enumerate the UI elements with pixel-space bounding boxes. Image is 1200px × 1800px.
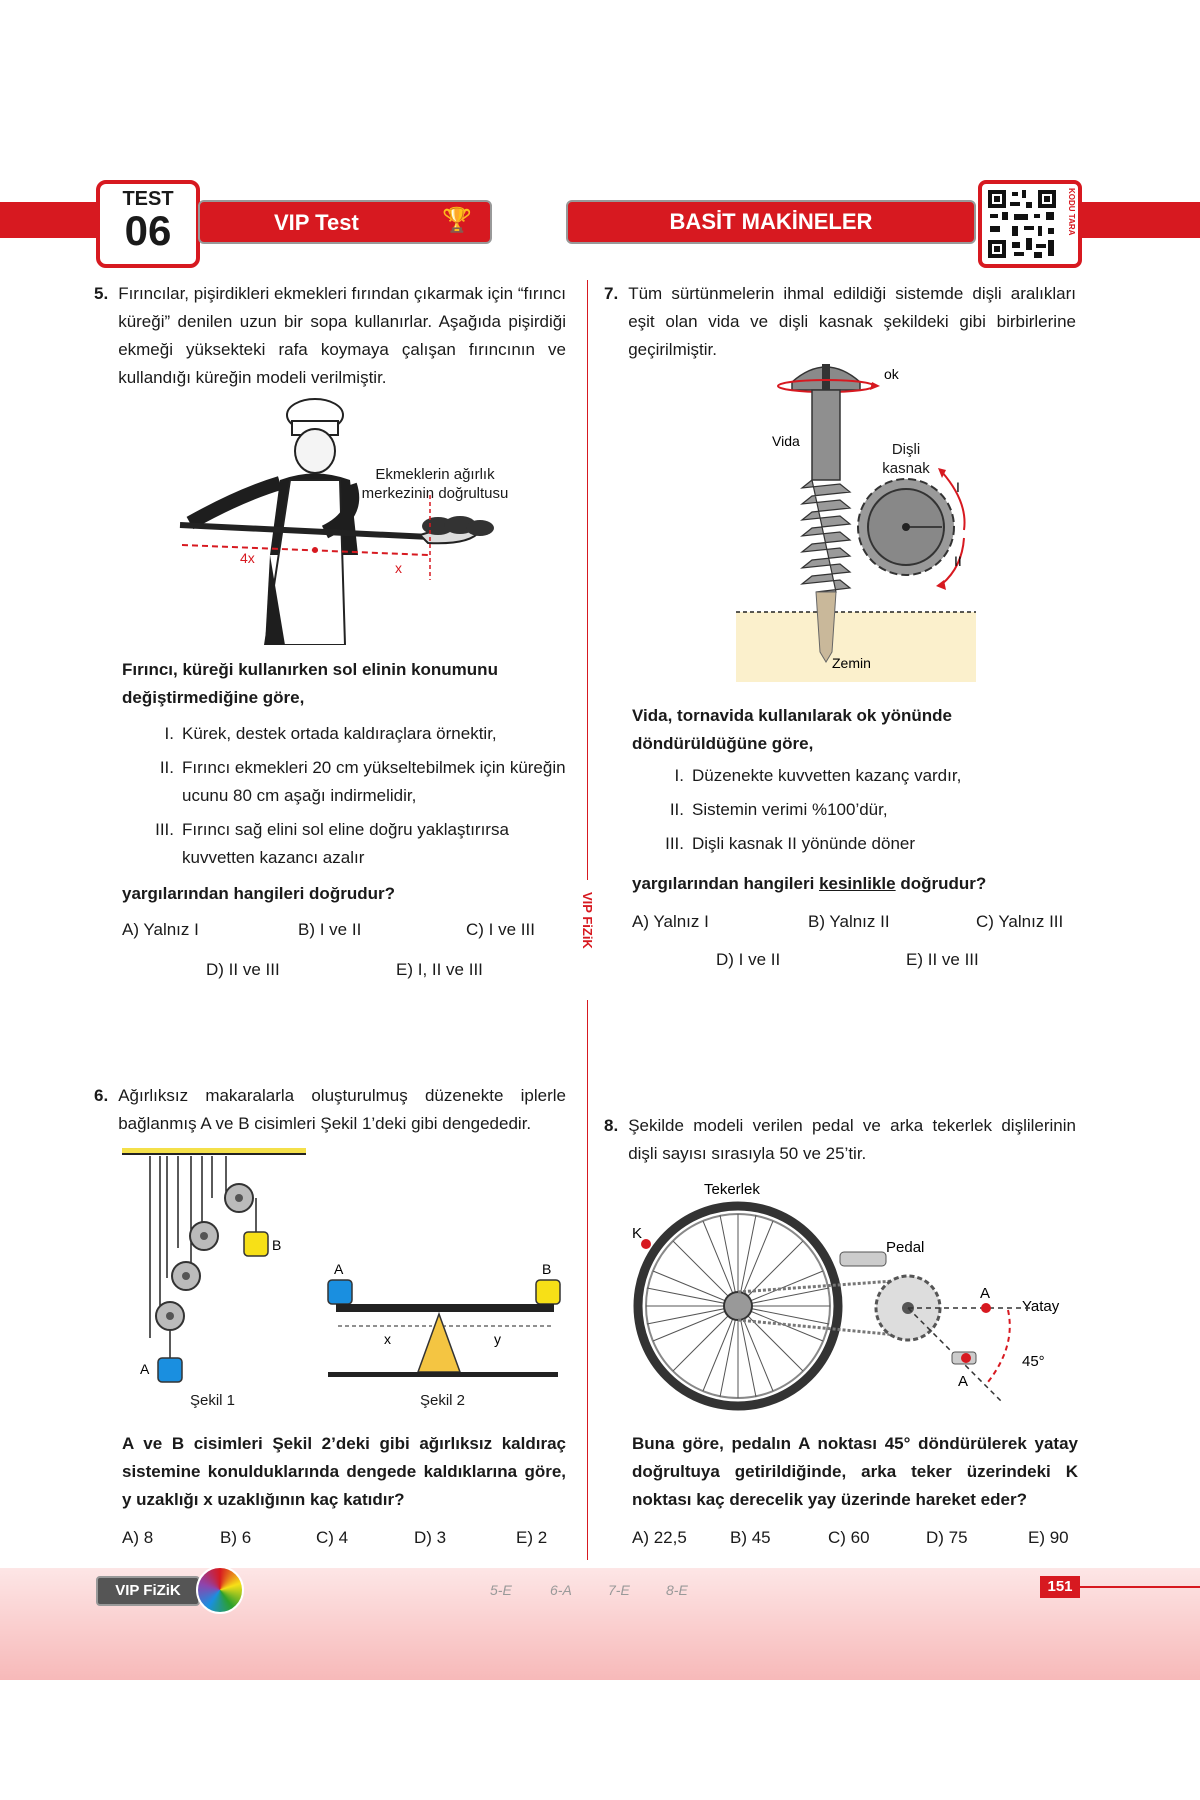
q7-option-d[interactable]: D) I ve II xyxy=(716,950,781,969)
point-a-rotated xyxy=(961,1353,971,1363)
ground-zone xyxy=(736,612,976,682)
q5-option-b[interactable]: B) I ve II xyxy=(298,920,362,939)
page-number-box xyxy=(1040,1576,1080,1598)
q6-body: Ağırlıksız makaralarla oluşturulmuş düzenekte iplerle bağlanmış A ve B cisimleri Şekil 1’deki gibi dengededir. xyxy=(118,1086,566,1133)
label-vida: Vida xyxy=(772,433,800,449)
q6-option-e[interactable]: E) 2 xyxy=(516,1528,548,1547)
q8-option-e[interactable]: E) 90 xyxy=(1028,1528,1069,1547)
q8-number: 8. xyxy=(604,1116,619,1135)
screw-threads xyxy=(802,480,850,592)
q6-figure-1 xyxy=(120,1148,310,1388)
answer-key-5: 5-E xyxy=(490,1582,512,1598)
side-brand-label: VIP FiZiK xyxy=(580,892,595,949)
q6-fig1-caption: Şekil 1 xyxy=(190,1392,236,1409)
fig1-label-a: A xyxy=(140,1361,150,1377)
pedal-top xyxy=(840,1252,886,1266)
label-i: I xyxy=(956,479,960,495)
q6-option-d[interactable]: D) 3 xyxy=(414,1528,447,1547)
fulcrum xyxy=(418,1314,460,1372)
label-a-bottom: A xyxy=(958,1373,969,1390)
q6-fig2-caption: Şekil 2 xyxy=(420,1392,466,1409)
vip-test-label: VIP Test xyxy=(274,210,359,235)
q5-question: yargılarından hangileri doğrudur? xyxy=(122,884,395,903)
label-a-top: A xyxy=(980,1285,991,1302)
label-x: x xyxy=(395,560,402,576)
label-tekerlek: Tekerlek xyxy=(704,1181,760,1198)
side-brand xyxy=(576,880,600,1000)
ground xyxy=(328,1372,558,1377)
header-red-band-right xyxy=(1080,202,1200,238)
qr-code[interactable] xyxy=(978,180,1082,268)
q8-text xyxy=(604,1112,1076,1168)
angle-arc xyxy=(988,1310,1010,1382)
q7-option-b[interactable]: B) Yalnız II xyxy=(808,912,890,931)
q5-number: 5. xyxy=(94,284,109,303)
q7-stem: Vida, tornavida kullanılarak ok yönünde döndürüldüğüne göre, xyxy=(632,706,952,753)
label-zemin: Zemin xyxy=(832,655,871,671)
fig2-label-b: B xyxy=(542,1261,552,1277)
rear-sprocket xyxy=(724,1292,752,1320)
ceiling xyxy=(122,1148,306,1153)
block-b-fig1 xyxy=(244,1232,268,1256)
q8-option-c[interactable]: C) 60 xyxy=(828,1528,870,1547)
trophy-icon: 🏆 xyxy=(442,207,472,234)
answer-key-7: 7-E xyxy=(608,1582,630,1598)
fig2-label-x: x xyxy=(384,1331,391,1347)
q5-option-a[interactable]: A) Yalnız I xyxy=(122,920,199,939)
q8-option-b[interactable]: B) 45 xyxy=(730,1528,771,1547)
fig2-label-a: A xyxy=(334,1261,344,1277)
q7-question: yargılarından hangileri kesinlikle doğrudur? xyxy=(632,874,987,893)
q8-figure xyxy=(630,1176,1080,1416)
baker-head xyxy=(295,429,335,473)
baker-left-arm xyxy=(190,483,280,523)
test-label: TEST xyxy=(122,188,174,210)
vip-test-banner xyxy=(198,200,492,244)
q6-option-a[interactable]: A) 8 xyxy=(122,1528,154,1547)
label-ii: II xyxy=(954,553,962,569)
lever-bar xyxy=(336,1304,554,1312)
footer-brand-label: VIP FiZiK xyxy=(115,1582,181,1599)
q6-option-b[interactable]: B) 6 xyxy=(220,1528,252,1547)
label-k: K xyxy=(632,1225,643,1242)
block-b-fig2 xyxy=(536,1280,560,1304)
bread-3 xyxy=(466,520,494,536)
qr-code-icon xyxy=(986,188,1058,260)
label-pedal: Pedal xyxy=(886,1239,925,1256)
screw-shank xyxy=(812,390,840,480)
answer-key-6: 6-A xyxy=(550,1582,572,1598)
q5-figure xyxy=(170,395,500,645)
label-yatay: Yatay xyxy=(1022,1298,1060,1315)
q5-body: Fırıncılar, pişirdikleri ekmekleri fırından çıkarmak için “fırıncı küreği” denilen uzun bir sopa kullanırlar. Aşağıda pişirdiği ekmeği yüksekteki rafa koymaya çalışan fırıncının ve kullandığı küreğin modeli verilmiştir. xyxy=(118,284,566,387)
q7-statement-3: III. Dişli kasnak II yönünde döner xyxy=(665,834,916,853)
q7-fig-disli: Dişli kasnak xyxy=(882,441,930,477)
test-badge xyxy=(96,180,200,268)
block-a-fig1 xyxy=(158,1358,182,1382)
topic-title: BASİT MAKİNELER xyxy=(669,209,873,234)
q7-statement-2: II. Sistemin verimi %100’dür, xyxy=(669,800,888,819)
answer-key-8: 8-E xyxy=(666,1582,688,1598)
q5-option-e[interactable]: E) I, II ve III xyxy=(396,960,483,979)
label-4x: 4x xyxy=(240,550,255,566)
q7-text xyxy=(604,280,1076,364)
label-angle: 45° xyxy=(1022,1353,1045,1370)
q8-option-a[interactable]: A) 22,5 xyxy=(632,1528,687,1547)
q5-statement-1: I. Kürek, destek ortada kaldıraçlara örnektir, xyxy=(164,724,497,743)
q5-option-c[interactable]: C) I ve III xyxy=(466,920,535,939)
q5-fig-label: Ekmeklerin ağırlık merkezinin doğrultusu xyxy=(361,466,509,502)
topic-banner xyxy=(566,200,976,244)
footer-logo-icon xyxy=(196,1566,244,1614)
q7-body: Tüm sürtünmelerin ihmal edildiği sistemde dişli aralıkları eşit olan vida ve dişli kasnak şekildeki gibi birbirlerine geçirilmiştir. xyxy=(628,284,1076,359)
q8-question: Buna göre, pedalın A noktası 45° döndürülerek yatay doğrultuya getirildiğinde, arka teker üzerindeki K noktası kaç derecelik yay üzerinde hareket eder? xyxy=(632,1434,1078,1509)
q5-stem: Fırıncı, küreği kullanırken sol elinin konumunu değiştirmediğine göre, xyxy=(122,660,498,707)
q6-figure-2 xyxy=(322,1260,562,1380)
fig2-label-y: y xyxy=(494,1331,501,1347)
qr-caption: KODU TARA xyxy=(1067,188,1076,236)
block-a-fig2 xyxy=(328,1280,352,1304)
q7-option-c[interactable]: C) Yalnız III xyxy=(976,912,1064,931)
q7-number: 7. xyxy=(604,284,619,303)
q6-question: A ve B cisimleri Şekil 2’deki gibi ağırlıksız kaldıraç sistemine konulduklarında dengede kaldıklarına göre, y uzaklığı x uzaklığının kaç katıdır? xyxy=(122,1434,566,1509)
q5-statement-3: III. Fırıncı sağ elini sol eline doğru yaklaştırırsa kuvvetten kazancı azalır xyxy=(155,820,509,867)
q5-text xyxy=(94,280,566,392)
q7-figure xyxy=(736,362,976,682)
q5-statement-2: II. Fırıncı ekmekleri 20 cm yükseltebilmek için küreğin ucunu 80 cm aşağı indirmelidir, xyxy=(159,758,566,805)
q8-option-d[interactable]: D) 75 xyxy=(926,1528,968,1547)
point-k xyxy=(641,1239,651,1249)
point-a-horizontal xyxy=(981,1303,991,1313)
q5-statements xyxy=(146,720,566,872)
q7-statements xyxy=(656,762,1076,858)
q7-statement-1: I. Düzenekte kuvvetten kazanç vardır, xyxy=(674,766,962,785)
q5-option-d[interactable]: D) II ve III xyxy=(206,960,280,979)
test-number: 06 xyxy=(124,207,172,254)
q6-option-c[interactable]: C) 4 xyxy=(316,1528,349,1547)
label-ok: ok xyxy=(884,366,899,382)
q7-option-a[interactable]: A) Yalnız I xyxy=(632,912,709,931)
q6-text xyxy=(94,1082,566,1138)
q6-number: 6. xyxy=(94,1086,109,1105)
q7-option-e[interactable]: E) II ve III xyxy=(906,950,979,969)
fig1-label-b: B xyxy=(272,1237,282,1253)
page-number: 151 xyxy=(1047,1578,1073,1595)
q8-body: Şekilde modeli verilen pedal ve arka tekerlek dişlilerinin dişli sayısı sırasıyla 50 ve 25’tir. xyxy=(628,1116,1076,1163)
footer-brand xyxy=(96,1576,200,1606)
page-number-line xyxy=(1080,1586,1200,1588)
